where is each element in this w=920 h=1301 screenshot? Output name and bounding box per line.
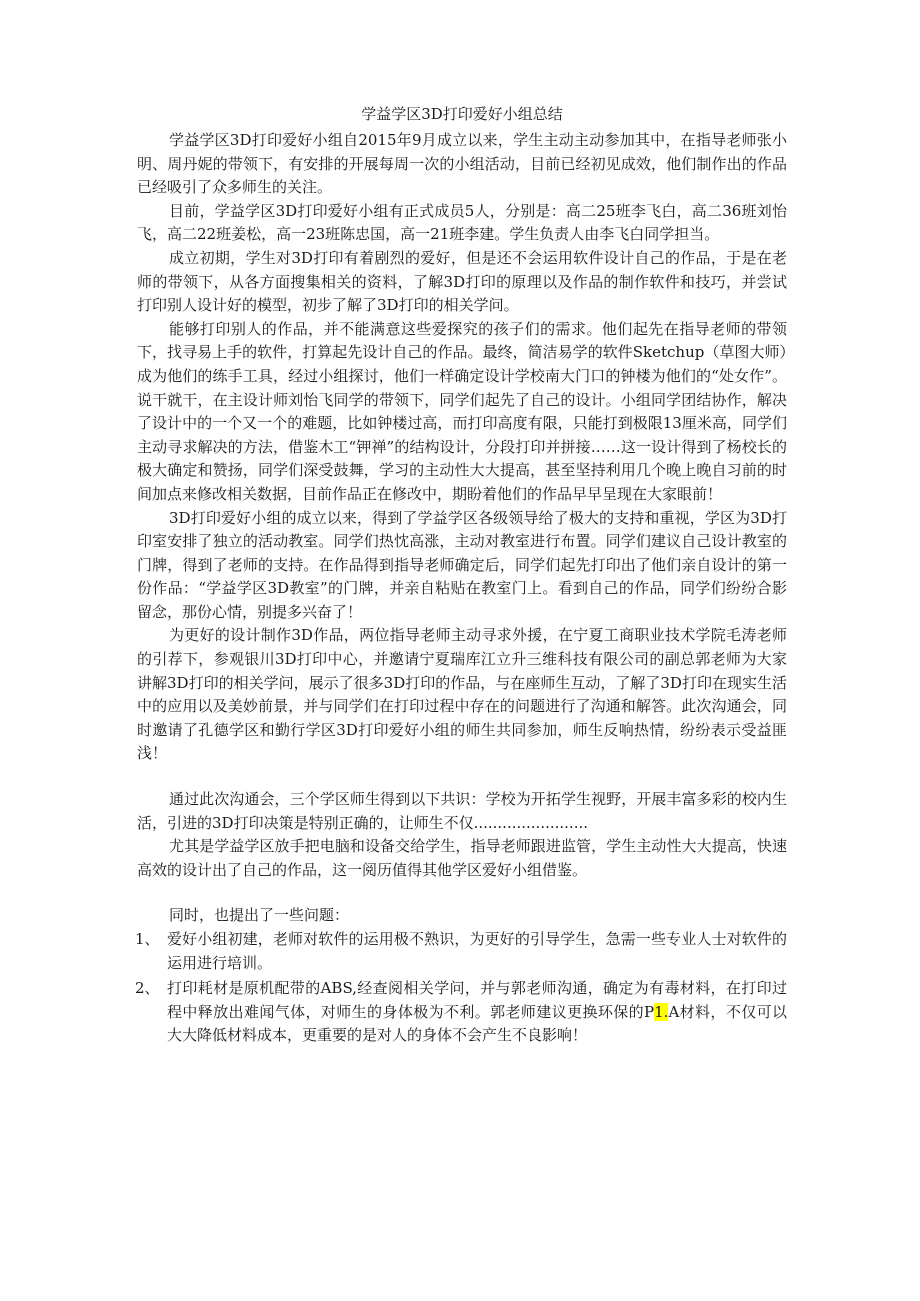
list-item (135, 928, 787, 975)
paragraph-5: 3D打印爱好小组的成立以来，得到了学益学区各级领导给了极大的支持和重视，学区为3D打印室安排了独立的活动教室。同学们热忱高涨，主动对教室进行布置。同学们建议自己设计教室的门牌，得到了老师的支持。在作品得到指导老师确定后，同学们起先打印出了他们亲自设计的第一份作品：“学益学区3D教室”的门牌，并亲自粘贴在教室门上。看到自己的作品，同学们纷纷合影留念，那份心情，别提多兴奋了！ (137, 508, 787, 621)
highlighted-text: 1. (654, 1002, 669, 1021)
document-title: 学益学区3D打印爱好小组总结 (361, 105, 563, 123)
list-number: 1、 (135, 930, 160, 948)
blank-line (137, 766, 787, 788)
list-item (135, 977, 787, 1048)
paragraph-1: 学益学区3D打印爱好小组自2015年9月成立以来，学生主动主动参加其中，在指导老师张小明、周丹妮的带领下，有安排的开展每周一次的小组活动，目前已经初见成效，他们制作出的作品已经吸引了众多师生的关注。 (137, 131, 787, 197)
list-text (167, 977, 787, 1048)
paragraph-8: 尤其是学益学区放手把电脑和设备交给学生，指导老师跟进监管，学生主动性大大提高，快速高效的设计出了自己的作品，这一阅历值得其他学区爱好小组借鉴。 (137, 837, 787, 879)
paragraph-7: 通过此次沟通会，三个学区师生得到以下共识：学校为开拓学生视野，开展丰富多彩的校内生活，引进的3D打印决策是特别正确的，让师生不仅........................ (137, 790, 787, 832)
paragraph-3: 成立初期，学生对3D打印有着剧烈的爱好，但是还不会运用软件设计自己的作品，于是在老师的带领下，从各方面搜集相关的资料，了解3D打印的原理以及作品的制作软件和技巧，并尝试打印别人设计好的模型，初步了解了3D打印的相关学问。 (137, 248, 787, 315)
paragraph-9: 同时，也提出了一些问题： (169, 906, 350, 925)
list-text-before: 打印耗材是原机配带的ABS,经查阅相关学问，并与郭老师沟通，确定为有毒材料，在打印过程中释放出难闻气体，对师生的身体极为不利。郭老师建议更换环保的P (167, 979, 787, 1021)
paragraph-6: 为更好的设计制作3D作品，两位指导老师主动寻求外援，在宁夏工商职业技术学院毛涛老师的引荐下，参观银川3D打印中心，并邀请宁夏瑞库江立升三维科技有限公司的副总郭老师为大家讲解3D打印的相关学问，展示了很多3D打印的作品，与在座师生互动，了解了3D打印在现实生活中的应用以及美妙前景，并与同学们在打印过程中存在的问题进行了沟通和解答。此次沟通会，同时邀请了孔德学区和勤行学区3D打印爱好小组的师生共同参加，师生反响热情，纷纷表示受益匪浅！ (137, 626, 787, 763)
blank-line (137, 882, 787, 904)
document-page (137, 103, 787, 1050)
list-number: 2、 (135, 979, 160, 998)
paragraph-2: 目前，学益学区3D打印爱好小组有正式成员5人，分别是：高二25班李飞白，高二36班刘怡飞，高二22班姜松，高一23班陈忠国，高一21班李建。学生负责人由李飞白同学担当。 (137, 201, 787, 244)
list-text: 爱好小组初建，老师对软件的运用极不熟识，为更好的引导学生，急需一些专业人士对软件的运用进行培训。 (167, 930, 787, 972)
paragraph-4: 能够打印别人的作品，并不能满意这些爱探究的孩子们的需求。他们起先在指导老师的带领下，找寻易上手的软件，打算起先设计自己的作品。最终，简洁易学的软件Sketchup（草图大师）成为他们的练手工具，经过小组探讨，他们一样确定设计学校南大门口的钟楼为他们的“处女作”。说干就干，在主设计师刘怡飞同学的带领下，同学们起先了自己的设计。小组同学团结协作，解决了设计中的一个又一个的难题，比如钟楼过高，而打印高度有限，只能打到极限13厘米高，同学们主动寻求解决的方法，借鉴木工“钾禅”的结构设计，分段打印并拼接……这一设计得到了杨校长的极大确定和赞扬，同学们深受鼓舞，学习的主动性大大提高，甚至坚持利用几个晚上晚自习前的时间加点来修改相关数据，目前作品正在修改中，期盼着他们的作品早早呈现在大家眼前！ (137, 319, 787, 503)
list-text-after: A材料，不仅可以大大降低材料成本，更重要的是对人的身体不会产生不良影响！ (167, 1002, 787, 1045)
